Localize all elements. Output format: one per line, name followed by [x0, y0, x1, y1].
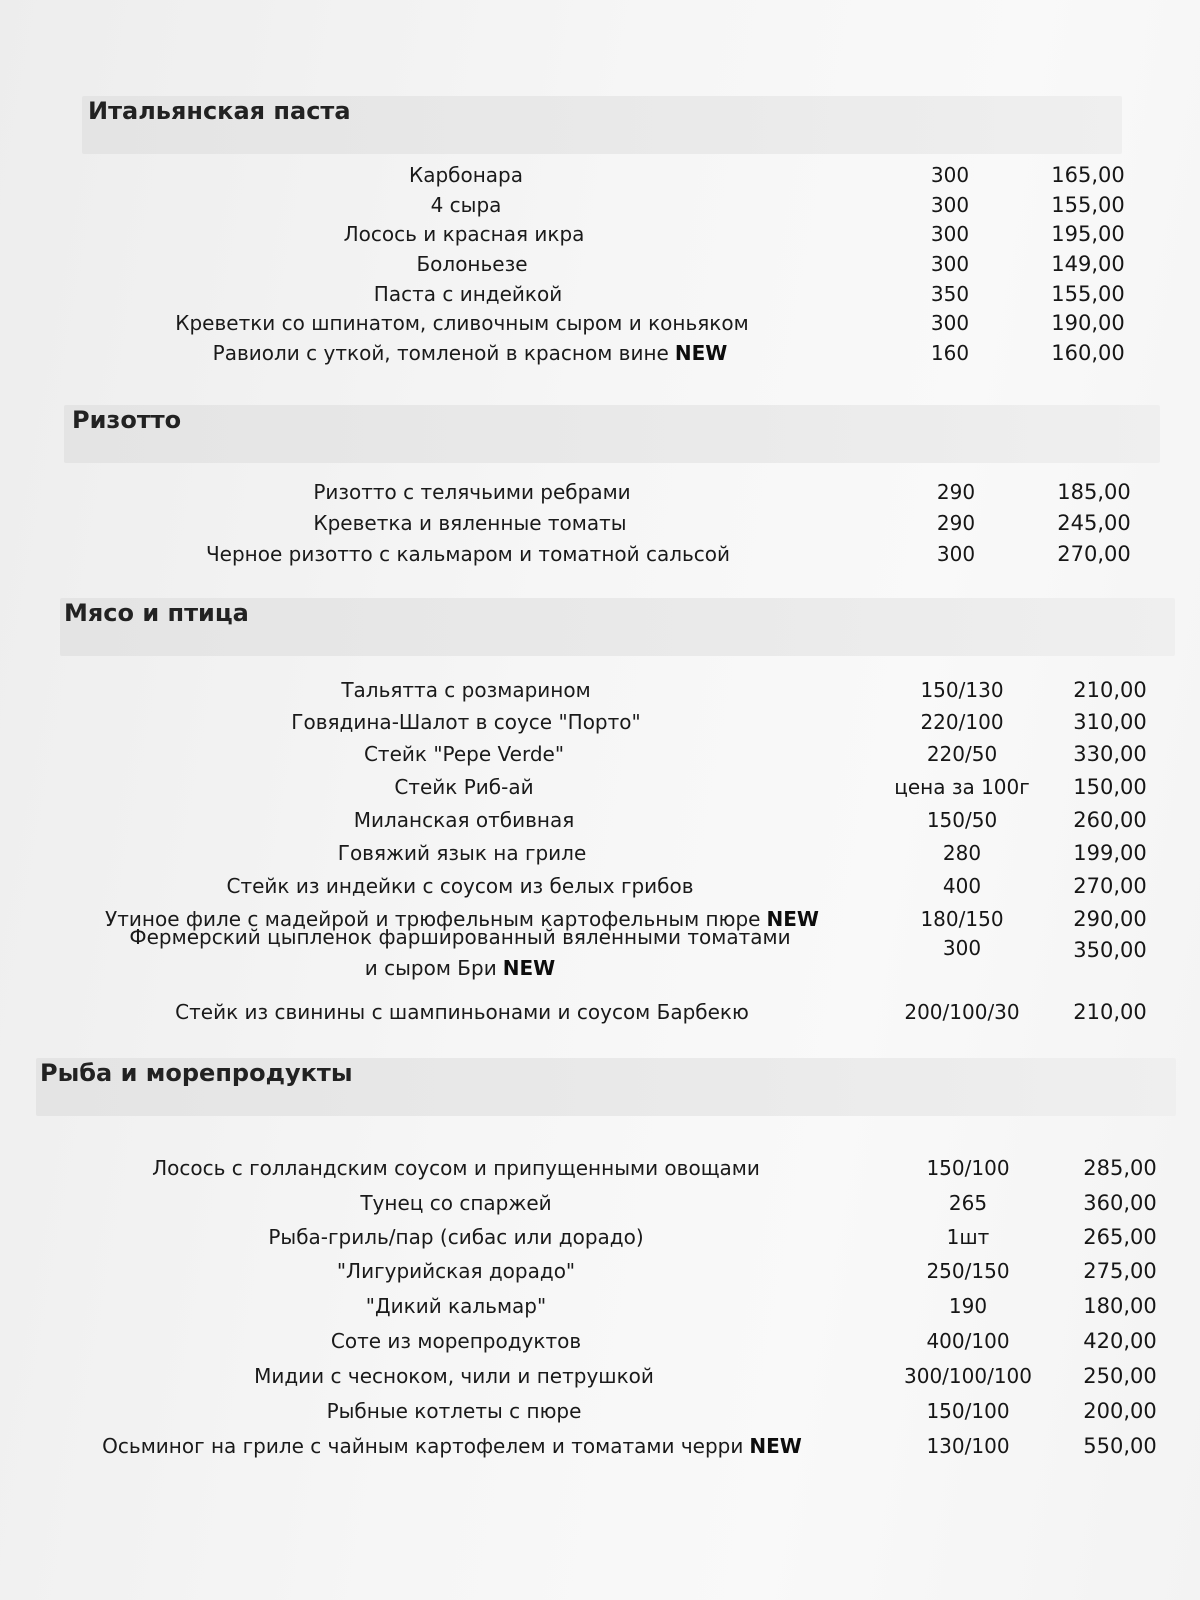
dish-name [409, 160, 523, 190]
dish-name [327, 1396, 582, 1426]
dish-price: 200,00 [1083, 1399, 1157, 1423]
section-band [64, 405, 1160, 463]
new-badge: NEW [766, 907, 819, 931]
dish-weight: 220/100 [920, 710, 1004, 734]
dish-weight: 220/50 [926, 742, 998, 766]
dish-name [102, 1431, 802, 1461]
dish-name-text: Рыба-гриль/пар (сибас или дорадо) [268, 1225, 644, 1249]
dish-weight: 300 [936, 542, 976, 566]
dish-name [374, 279, 562, 309]
dish-name [337, 1256, 575, 1286]
dish-name-text: Соте из морепродуктов [330, 1329, 582, 1353]
dish-price: 275,00 [1083, 1259, 1157, 1283]
dish-price: 185,00 [1057, 480, 1131, 504]
section-title: Мясо и птица [64, 599, 249, 627]
dish-name-text: Говядина-Шалот в соусе "Порто" [291, 710, 641, 734]
dish-name-text: Лосось и красная икра [343, 222, 585, 246]
dish-price: 330,00 [1073, 742, 1147, 766]
new-badge: NEW [502, 956, 556, 980]
dish-price: 245,00 [1057, 511, 1131, 535]
dish-name-text: Ризотто с телячьими ребрами [313, 480, 631, 504]
dish-weight: 300 [930, 163, 970, 187]
dish-name [213, 338, 728, 368]
dish-price: 310,00 [1073, 710, 1147, 734]
dish-price: 190,00 [1051, 311, 1125, 335]
dish-weight: 150/100 [926, 1156, 1010, 1180]
dish-price: 360,00 [1083, 1191, 1157, 1215]
dish-price: 199,00 [1073, 841, 1147, 865]
dish-weight: 130/100 [926, 1434, 1010, 1458]
dish-name-text: Черное ризотто с кальмаром и томатной сальсой [205, 542, 731, 566]
dish-name-text: Паста с индейкой [373, 282, 563, 306]
dish-name [226, 871, 693, 901]
dish-weight: 280 [942, 841, 982, 865]
dish-name [416, 249, 527, 279]
dish-weight: 300/100/100 [904, 1364, 1032, 1388]
dish-price: 165,00 [1051, 163, 1125, 187]
dish-weight: 350 [930, 282, 970, 306]
dish-name-line2: и сыром Бри [364, 956, 497, 980]
dish-name-text: Миланская отбивная [353, 808, 575, 832]
dish-name [313, 508, 626, 538]
dish-price: 210,00 [1073, 678, 1147, 702]
dish-weight: 300 [942, 936, 982, 960]
dish-price: 420,00 [1083, 1329, 1157, 1353]
dish-weight: цена за 100г [894, 775, 1030, 799]
dish-name [206, 539, 730, 569]
dish-name-text: Равиоли с уткой, томленой в красном вине [212, 341, 669, 365]
section-title: Ризотто [72, 406, 182, 434]
dish-name [129, 922, 790, 984]
dish-price: 260,00 [1073, 808, 1147, 832]
dish-name [360, 1188, 551, 1218]
dish-name [152, 1153, 760, 1183]
dish-name-text: Рыбные котлеты с пюре [326, 1399, 582, 1423]
dish-name [394, 772, 533, 802]
dish-name-text: "Лигурийская дорадо" [336, 1259, 576, 1283]
dish-name-text: Стейк из индейки с соусом из белых грибов [226, 874, 694, 898]
dish-price: 195,00 [1051, 222, 1125, 246]
dish-weight: 400/100 [926, 1329, 1010, 1353]
dish-name-text: Говяжий язык на гриле [337, 841, 587, 865]
dish-weight: 1шт [946, 1225, 990, 1249]
dish-name [331, 1326, 581, 1356]
dish-weight: 290 [936, 480, 976, 504]
dish-name [338, 838, 587, 868]
dish-weight: 150/100 [926, 1399, 1010, 1423]
dish-name [341, 675, 590, 705]
dish-name-text: Тунец со спаржей [360, 1191, 552, 1215]
dish-name [366, 1291, 546, 1321]
dish-weight: 250/150 [926, 1259, 1010, 1283]
dish-name-text: Креветки со шпинатом, сливочным сыром и коньяком [175, 311, 749, 335]
dish-name-text: Стейк из свинины с шампиньонами и соусом Барбекю [175, 1000, 749, 1024]
dish-price: 150,00 [1073, 775, 1147, 799]
dish-name [313, 477, 630, 507]
section-title: Итальянская паста [88, 97, 351, 125]
dish-name-text: Мидии с чесноком, чили и петрушкой [254, 1364, 654, 1388]
dish-price: 290,00 [1073, 907, 1147, 931]
dish-price: 180,00 [1083, 1294, 1157, 1318]
dish-name [431, 190, 502, 220]
dish-name [175, 997, 749, 1027]
dish-name-text: Лосось с голландским соусом и припущенными овощами [152, 1156, 760, 1180]
dish-name-text: Болоньезе [416, 252, 528, 276]
dish-price: 270,00 [1057, 542, 1131, 566]
dish-weight: 300 [930, 193, 970, 217]
dish-weight: 150/50 [926, 808, 998, 832]
dish-name-text: Утиное филе с мадейрой и трюфельным картофельным пюре [105, 907, 761, 931]
dish-name-text: 4 сыра [430, 193, 502, 217]
dish-name-text: Карбонара [408, 163, 524, 187]
dish-weight: 300 [930, 311, 970, 335]
dish-weight: 190 [948, 1294, 988, 1318]
dish-weight: 290 [936, 511, 976, 535]
dish-name [344, 219, 585, 249]
dish-weight: 200/100/30 [904, 1000, 1020, 1024]
dish-price: 250,00 [1083, 1364, 1157, 1388]
dish-price: 160,00 [1051, 341, 1125, 365]
dish-name-text: Осьминог на гриле с чайным картофелем и томатами черри [102, 1434, 744, 1458]
dish-price: 155,00 [1051, 193, 1125, 217]
dish-price: 550,00 [1083, 1434, 1157, 1458]
dish-name [354, 805, 574, 835]
dish-weight: 300 [930, 222, 970, 246]
dish-price: 285,00 [1083, 1156, 1157, 1180]
dish-price: 155,00 [1051, 282, 1125, 306]
dish-name-text: Фермерский цыпленок фаршированный вяленными томатами [129, 925, 791, 949]
dish-weight: 150/130 [920, 678, 1004, 702]
dish-weight: 160 [930, 341, 970, 365]
dish-price: 270,00 [1073, 874, 1147, 898]
dish-name-text: Стейк Риб-ай [394, 775, 534, 799]
new-badge: NEW [674, 341, 728, 365]
dish-name [254, 1361, 654, 1391]
dish-weight: 265 [948, 1191, 988, 1215]
dish-name-text: "Дикий кальмар" [365, 1294, 547, 1318]
dish-name-text: Креветка и вяленные томаты [313, 511, 627, 535]
dish-weight: 400 [942, 874, 982, 898]
dish-name [268, 1222, 643, 1252]
dish-weight: 180/150 [920, 907, 1004, 931]
dish-weight: 300 [930, 252, 970, 276]
dish-name-text: Стейк "Pepe Verde" [363, 742, 565, 766]
dish-name [364, 739, 564, 769]
section-title: Рыба и морепродукты [40, 1059, 353, 1087]
dish-price: 210,00 [1073, 1000, 1147, 1024]
dish-name [175, 308, 748, 338]
dish-name-text: Тальятта с розмарином [341, 678, 591, 702]
new-badge: NEW [749, 1434, 802, 1458]
dish-price: 265,00 [1083, 1225, 1157, 1249]
dish-name [291, 707, 640, 737]
dish-price: 350,00 [1073, 938, 1147, 962]
dish-price: 149,00 [1051, 252, 1125, 276]
